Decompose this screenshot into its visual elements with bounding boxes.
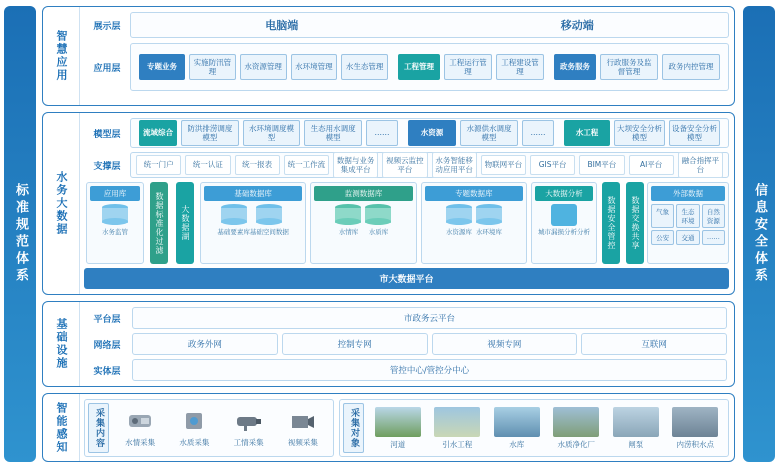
- db-cylinder-icon: [476, 204, 502, 226]
- block-data-body: [79, 113, 734, 294]
- app-item-eng-construction[interactable]: 工程建设管理: [496, 54, 544, 81]
- network-item-control[interactable]: 控制专网: [282, 333, 428, 355]
- object-item-river[interactable]: [368, 407, 428, 450]
- support-item-ai[interactable]: AI平台: [629, 155, 674, 175]
- sensor-icon: [123, 409, 157, 435]
- reservoir-photo: [494, 407, 540, 437]
- channel-photo: [434, 407, 480, 437]
- support-item-portal[interactable]: 统一门户: [136, 155, 181, 175]
- app-store-cylinder: [100, 204, 130, 236]
- db-cylinder-icon: [221, 204, 247, 226]
- base-db-item-1-label: 基础要素库: [217, 228, 250, 236]
- base-db-item-2-label: 基础空间数据: [249, 228, 289, 236]
- object-item-flood-label: 内涝积水点: [676, 439, 714, 449]
- external-item-weather[interactable]: 气象: [651, 204, 674, 228]
- filter-label: 数据标准化过滤: [150, 182, 168, 264]
- bigdata-analysis-title: 大数据分析: [535, 186, 593, 201]
- presentation-layer-box: [130, 12, 729, 38]
- support-item-workflow[interactable]: 统一工作流: [284, 155, 329, 175]
- topic-db-item-2: [474, 204, 504, 236]
- data-exchange-label: 数据交换共享: [626, 182, 644, 264]
- network-item-internet[interactable]: 互联网: [581, 333, 727, 355]
- entity-layer-label: 实体层: [93, 366, 121, 377]
- camera-icon: [232, 409, 266, 435]
- support-item-mobile[interactable]: 水务智能移动应用平台: [432, 152, 477, 179]
- entity-layer-row: [84, 359, 729, 381]
- data-security-box: [599, 182, 623, 264]
- block-data-label: 水务大数据: [55, 171, 68, 236]
- object-item-reservoir[interactable]: [487, 407, 547, 450]
- support-layer-row: [84, 152, 729, 178]
- app-group-government: [552, 54, 722, 81]
- application-layer-row: [84, 43, 729, 91]
- model-item-supply-dispatch[interactable]: 水源供水调度模型: [460, 120, 518, 147]
- network-item-video[interactable]: 视频专网: [432, 333, 578, 355]
- collection-object-box: [339, 399, 729, 457]
- sidebar-standard-system: [4, 6, 36, 462]
- object-item-channel-label: 引水工程: [442, 439, 473, 449]
- block-infra-label-wrap: [43, 302, 80, 386]
- monitor-db-item-2: [363, 204, 393, 236]
- topic-db-item-2-label: 水环境库: [475, 228, 502, 236]
- bigdata-analysis-item: [538, 204, 590, 236]
- model-layer-label: 模型层: [93, 129, 121, 140]
- terminal-mobile: 移动端: [560, 19, 594, 32]
- external-data-title: 外部数据: [651, 186, 725, 201]
- app-item-water-resource[interactable]: 水资源管理: [240, 54, 287, 81]
- river-photo: [375, 407, 421, 437]
- flood-photo: [672, 407, 718, 437]
- data-layer-row: [84, 182, 729, 264]
- external-item-eco-env[interactable]: 生态环境: [676, 204, 699, 228]
- monitor-database-cylinders: [333, 204, 393, 236]
- terminal-pc: 电脑端: [265, 19, 299, 32]
- app-group-topic: [137, 54, 390, 81]
- model-layer-row: [84, 118, 729, 148]
- block-sense-body: [79, 394, 734, 461]
- network-layer-row: [84, 333, 729, 355]
- block-sense-label-wrap: [43, 394, 80, 461]
- model-group-project-head[interactable]: 水工程: [564, 120, 610, 147]
- sense-row: [84, 399, 729, 457]
- platform-layer-row: [84, 307, 729, 329]
- app-group-engineering: [396, 54, 546, 81]
- support-item-report[interactable]: 统一报表: [235, 155, 280, 175]
- monitor-db-item-2-label: 水质库: [368, 228, 389, 236]
- collection-content-label: 采集内容: [88, 403, 109, 453]
- external-item-traffic[interactable]: 交通: [676, 230, 699, 245]
- support-item-iot[interactable]: 物联网平台: [481, 155, 526, 175]
- data-exchange-box: [623, 182, 647, 264]
- city-bigdata-platform: 市大数据平台: [84, 268, 729, 289]
- collect-item-engineering-label: 工情采集: [233, 437, 264, 447]
- topic-database-title: 专题数据库: [425, 186, 523, 201]
- collect-item-water-level[interactable]: [113, 409, 167, 448]
- chart-icon: [551, 204, 577, 226]
- sidebar-security-system: [743, 6, 775, 462]
- sidebar-right-label: 信息安全体系: [752, 183, 767, 285]
- monitor-db-item-1: [333, 204, 363, 236]
- block-sense-label: 智能感知: [55, 401, 68, 454]
- model-group-resource-head[interactable]: 水资源: [408, 120, 456, 147]
- collect-item-water-quality-label: 水质采集: [179, 437, 210, 447]
- base-db-item-1: [217, 204, 250, 236]
- bigdata-analysis-caption: 城市漏损分析分析: [537, 228, 590, 236]
- block-water-bigdata: [42, 112, 735, 295]
- external-item-police[interactable]: 公安: [651, 230, 674, 245]
- platform-item-cloud[interactable]: 市政务云平台: [132, 307, 727, 329]
- monitor-db-item-1-label: 水情库: [338, 228, 359, 236]
- presentation-layer-row: [84, 12, 729, 38]
- object-item-flood[interactable]: [666, 407, 726, 450]
- support-item-gis[interactable]: GIS平台: [530, 155, 575, 175]
- model-layer-box: [130, 118, 729, 148]
- model-group-basin: [137, 120, 400, 147]
- app-store-title: 应用库: [90, 186, 140, 201]
- app-item-eng-operation[interactable]: 工程运行管理: [444, 54, 492, 81]
- network-item-gov[interactable]: 政务外网: [132, 333, 278, 355]
- app-store-caption: 水务监管: [102, 228, 128, 236]
- topic-db-item-1: [444, 204, 474, 236]
- collection-object-label: 采集对象: [343, 403, 364, 453]
- app-item-water-env[interactable]: 水环境管理: [291, 54, 338, 81]
- app-group-government-head[interactable]: 政务服务: [554, 54, 596, 81]
- collect-item-water-level-label: 水情采集: [125, 437, 156, 447]
- model-item-env-dispatch[interactable]: 水环境调度模型: [243, 120, 301, 147]
- base-database-cylinders: [217, 204, 289, 236]
- object-item-gate-label: 闸泵: [628, 439, 644, 449]
- collect-item-video[interactable]: [276, 409, 330, 448]
- model-item-dam-safety[interactable]: 大坝安全分析模型: [614, 120, 665, 147]
- support-item-integration[interactable]: 数据与业务集成平台: [333, 152, 378, 179]
- network-layer-label: 网络层: [93, 340, 121, 351]
- model-group-resource: [406, 120, 556, 147]
- block-data-label-wrap: [43, 113, 80, 294]
- object-item-reservoir-label: 水库: [509, 439, 525, 449]
- external-data-grid: [651, 204, 725, 245]
- collect-item-water-quality[interactable]: [167, 409, 221, 448]
- monitor-database-box: [310, 182, 416, 264]
- topic-db-item-1-label: 水资源库: [445, 228, 472, 236]
- support-item-bim[interactable]: BIM平台: [579, 155, 624, 175]
- model-item-flood-dispatch[interactable]: 防洪排涝调度模型: [181, 120, 239, 147]
- water-quality-icon: [177, 409, 211, 435]
- sidebar-left-label: 标准规范体系: [13, 183, 28, 285]
- monitor-database-title: 监测数据库: [314, 186, 412, 201]
- data-lake-box: [172, 182, 198, 264]
- video-icon: [286, 409, 320, 435]
- entity-item-center[interactable]: 管控中心/管控分中心: [132, 359, 727, 381]
- db-cylinder-icon: [102, 204, 128, 226]
- presentation-layer-label: 展示层: [93, 21, 121, 32]
- db-cylinder-icon: [256, 204, 282, 226]
- support-item-auth[interactable]: 统一认证: [185, 155, 230, 175]
- data-lake-label: 大数据湖: [176, 182, 194, 264]
- support-layer-box: [130, 152, 729, 178]
- app-group-engineering-head[interactable]: 工程管理: [398, 54, 440, 81]
- collection-content-box: [84, 399, 334, 457]
- application-layer-label: 应用层: [93, 63, 121, 74]
- db-cylinder-icon: [446, 204, 472, 226]
- application-layer-box: [130, 43, 729, 91]
- topic-database-cylinders: [444, 204, 504, 236]
- object-item-plant[interactable]: [547, 407, 607, 450]
- object-item-plant-label: 水质净化厂: [557, 439, 595, 449]
- app-item-internal-control[interactable]: 政务内控管理: [662, 54, 720, 81]
- app-group-topic-head[interactable]: 专题业务: [139, 54, 185, 81]
- block-smart-application: [42, 6, 735, 106]
- block-app-body: [79, 7, 734, 105]
- plant-photo: [553, 407, 599, 437]
- platform-layer-label: 平台层: [93, 314, 121, 325]
- db-cylinder-icon: [335, 204, 361, 226]
- object-item-gate[interactable]: [606, 407, 666, 450]
- model-group-project: [562, 120, 722, 147]
- collect-item-video-label: 视频采集: [287, 437, 318, 447]
- external-item-natural-resource[interactable]: 自然资源: [702, 204, 725, 228]
- block-infra-label: 基础设施: [55, 318, 68, 370]
- support-item-command[interactable]: 融合指挥平台: [678, 152, 723, 179]
- app-item-admin-service[interactable]: 行政服务及监督管理: [600, 54, 658, 81]
- bigdata-analysis-box: [531, 182, 597, 264]
- app-item-flood[interactable]: 实施防汛管理: [189, 54, 236, 81]
- model-item-eco-dispatch[interactable]: 生态用水调度模型: [304, 120, 362, 147]
- support-layer-label: 支撑层: [93, 161, 121, 172]
- block-infra-body: [79, 302, 734, 386]
- support-item-video-cloud[interactable]: 视频云监控平台: [382, 152, 427, 179]
- base-database-title: 基础数据库: [204, 186, 302, 201]
- external-data-box: [647, 182, 729, 264]
- block-app-label: 智慧应用: [55, 30, 68, 82]
- model-item-equipment-safety[interactable]: 设备安全分析模型: [669, 120, 720, 147]
- topic-database-box: [421, 182, 527, 264]
- model-item-resource-more[interactable]: ……: [522, 120, 554, 147]
- filter-box: [146, 182, 172, 264]
- data-security-label: 数据安全管控: [602, 182, 620, 264]
- block-smart-sensing: [42, 393, 735, 462]
- model-item-basin-more[interactable]: ……: [366, 120, 398, 147]
- external-item-more[interactable]: ……: [702, 230, 725, 245]
- model-group-basin-head[interactable]: 流域综合: [139, 120, 177, 147]
- app-item-water-eco[interactable]: 水生态管理: [341, 54, 388, 81]
- base-db-item-2: [250, 204, 289, 236]
- block-app-label-wrap: [43, 7, 80, 105]
- gate-photo: [613, 407, 659, 437]
- db-cylinder-icon: [365, 204, 391, 226]
- block-infrastructure: [42, 301, 735, 387]
- object-item-river-label: 河道: [390, 439, 406, 449]
- object-item-channel[interactable]: [428, 407, 488, 450]
- base-database-box: [200, 182, 306, 264]
- app-store-box: [86, 182, 144, 264]
- collect-item-engineering[interactable]: [222, 409, 276, 448]
